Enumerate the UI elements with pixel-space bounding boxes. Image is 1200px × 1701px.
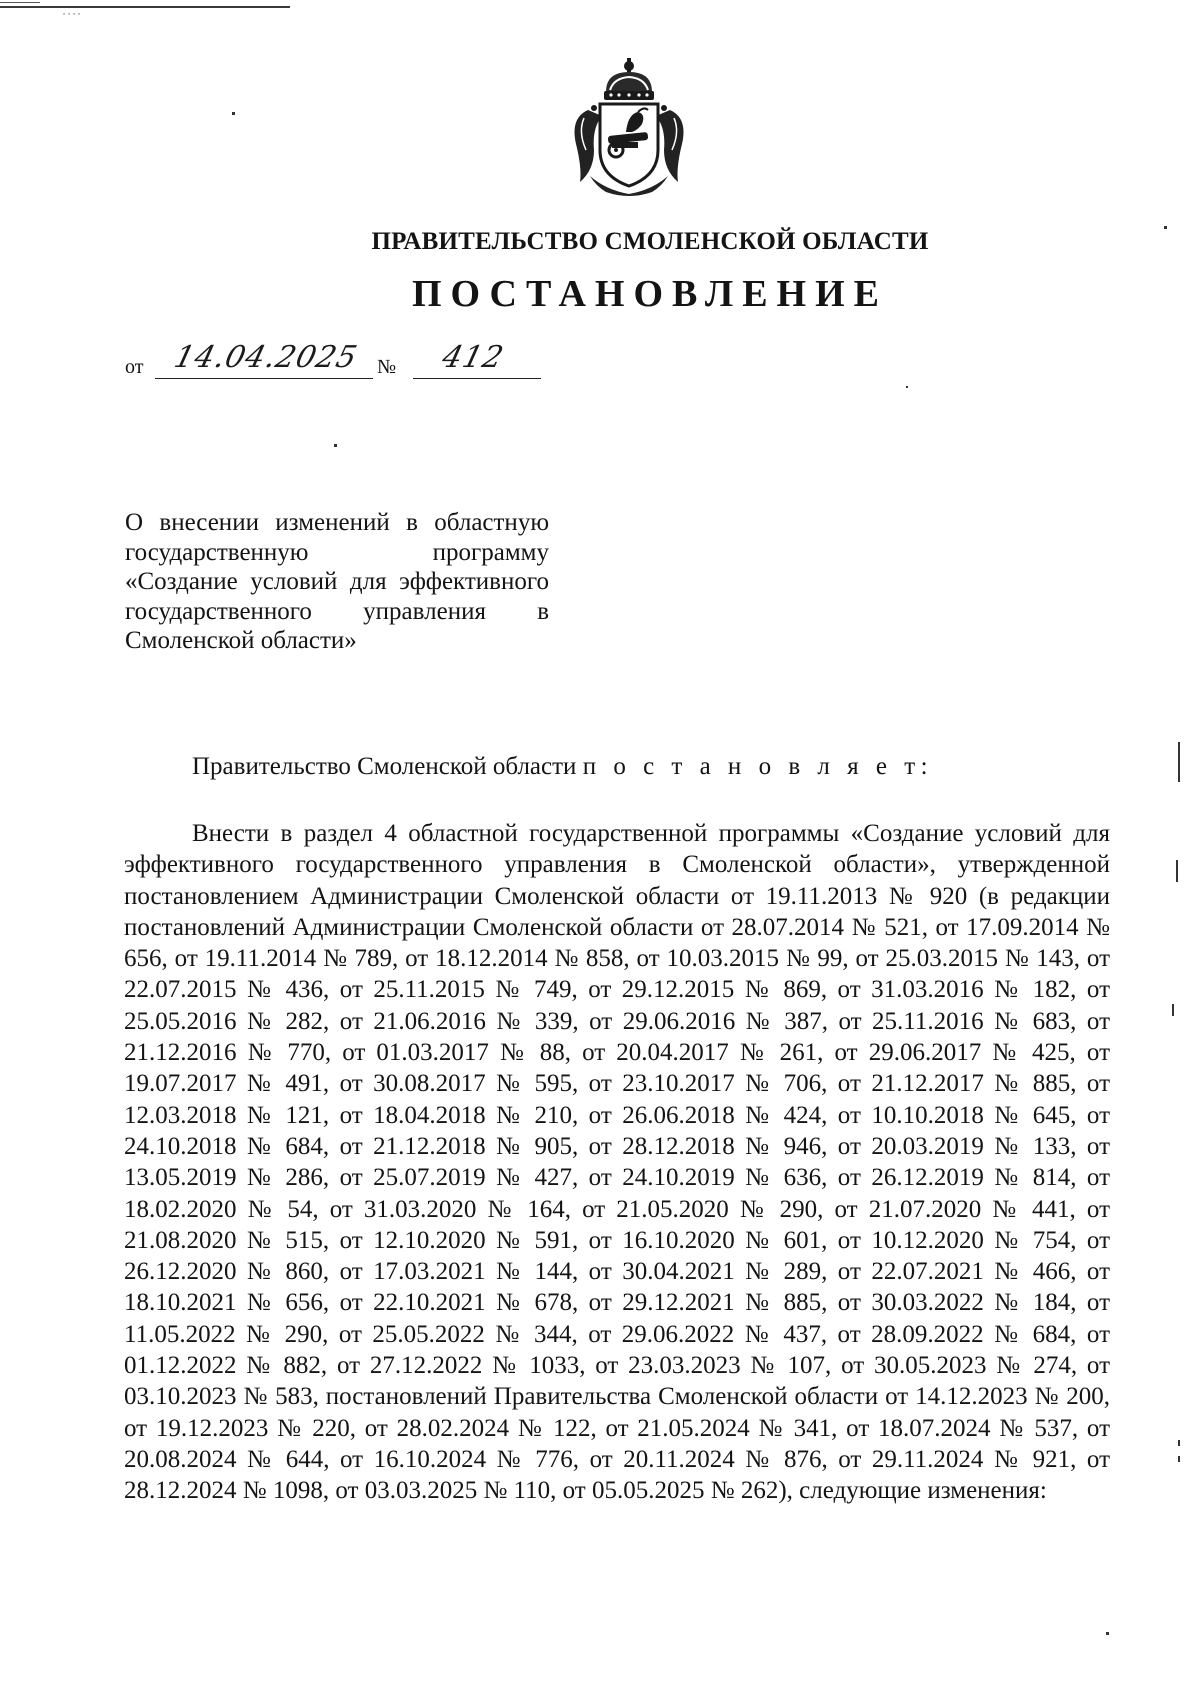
- handwritten-number: 412: [438, 340, 508, 375]
- scan-artifact: [1178, 1440, 1180, 1446]
- number-label: №: [377, 356, 397, 378]
- scan-artifact: [1178, 1456, 1180, 1462]
- decree-intro: [192, 753, 933, 781]
- scan-artifact: [334, 444, 337, 447]
- scan-artifact: [232, 112, 235, 115]
- date-label: от: [125, 356, 144, 378]
- scan-artifact: [1106, 1632, 1109, 1635]
- coat-of-arms-icon: [566, 58, 692, 198]
- handwritten-date: 14.04.2025: [170, 340, 362, 375]
- scan-artifact: [1178, 742, 1180, 782]
- decree-intro-subject: Правительство Смоленской области: [192, 753, 577, 780]
- organization-title: ПРАВИТЕЛЬСТВО СМОЛЕНСКОЙ ОБЛАСТИ: [371, 228, 929, 255]
- scan-artifact: [0, 6, 290, 8]
- scan-artifact: [0, 2, 40, 3]
- decree-body: Внести в раздел 4 областной государственной программы «Создание условий для эффективного государственного управления в Смоленской области», утвержденной постановлением Администрации Смоленской области от 19.11.2013 № 920 (в редакции постановлений Администрации Смоленской области от 28.07.2014 № 521, от 17.09.2014 № 656, от 19.11.2014 № 789, от 18.12.2014 № 858, от 10.03.2015 № 99, от 25.03.2015 № 143, от 22.07.2015 № 436, от 25.11.2015 № 749, от 29.12.2015 № 869, от 31.03.2016 № 182, от 25.05.2016 № 282, от 21.06.2016 № 339, от 29.06.2016 № 387, от 25.11.2016 № 683, от 21.12.2016 № 770, от 01.03.2017 № 88, от 20.04.2017 № 261, от 29.06.2017 № 425, от 19.07.2017 № 491, от 30.08.2017 № 595, от 23.10.2017 № 706, от 21.12.2017 № 885, от 12.03.2018 № 121, от 18.04.2018 № 210, от 26.06.2018 № 424, от 10.10.2018 № 645, от 24.10.2018 № 684, от 21.12.2018 № 905, от 28.12.2018 № 946, от 20.03.2019 № 133, от 13.05.2019 № 286, от 25.07.2019 № 427, от 24.10.2019 № 636, от 26.12.2019 № 814, от 18.02.2020 № 54, от 31.03.2020 № 164, от 21.05.2020 № 290, от 21.07.2020 № 441, от 21.08.2020 № 515, от 12.10.2020 № 591, от 16.10.2020 № 601, от 10.12.2020 № 754, от 26.12.2020 № 860, от 17.03.2021 № 144, от 30.04.2021 № 289, от 22.07.2021 № 466, от 18.10.2021 № 656, от 22.10.2021 № 678, от 29.12.2021 № 885, от 30.03.2022 № 184, от 11.05.2022 № 290, от 25.05.2022 № 344, от 29.06.2022 № 437, от 28.09.2022 № 684, от 01.12.2022 № 882, от 27.12.2022 № 1033, от 23.03.2023 № 107, от 30.05.2023 № 274, от 03.10.2023 № 583, постановлений Правительства Смоленской области от 14.12.2023 № 200, от 19.12.2023 № 220, от 28.02.2024 № 122, от 21.05.2024 № 341, от 18.07.2024 № 537, от 20.08.2024 № 644, от 16.10.2024 № 776, от 20.11.2024 № 876, от 29.11.2024 № 921, от 28.12.2024 № 1098, от 03.03.2025 № 110, от 05.05.2025 № 262), следующие изменения:: [124, 820, 1110, 1505]
- scan-artifact: ˙˙˙˙: [62, 10, 82, 24]
- number-field: [413, 340, 541, 379]
- document-subject: О внесении изменений в областную государственную программу «Создание условий для эффективного государственного управления в Смоленской области»: [125, 509, 549, 654]
- date-field: [155, 340, 373, 379]
- scan-artifact: [906, 386, 908, 388]
- scan-artifact: [1176, 860, 1178, 882]
- scan-artifact: [1172, 1004, 1174, 1016]
- scan-artifact: [1164, 226, 1167, 229]
- document-type-title: ПОСТАНОВЛЕНИЕ: [411, 273, 889, 315]
- date-number-line: [125, 340, 545, 384]
- decree-intro-verb: п о с т а н о в л я е т:: [582, 753, 934, 780]
